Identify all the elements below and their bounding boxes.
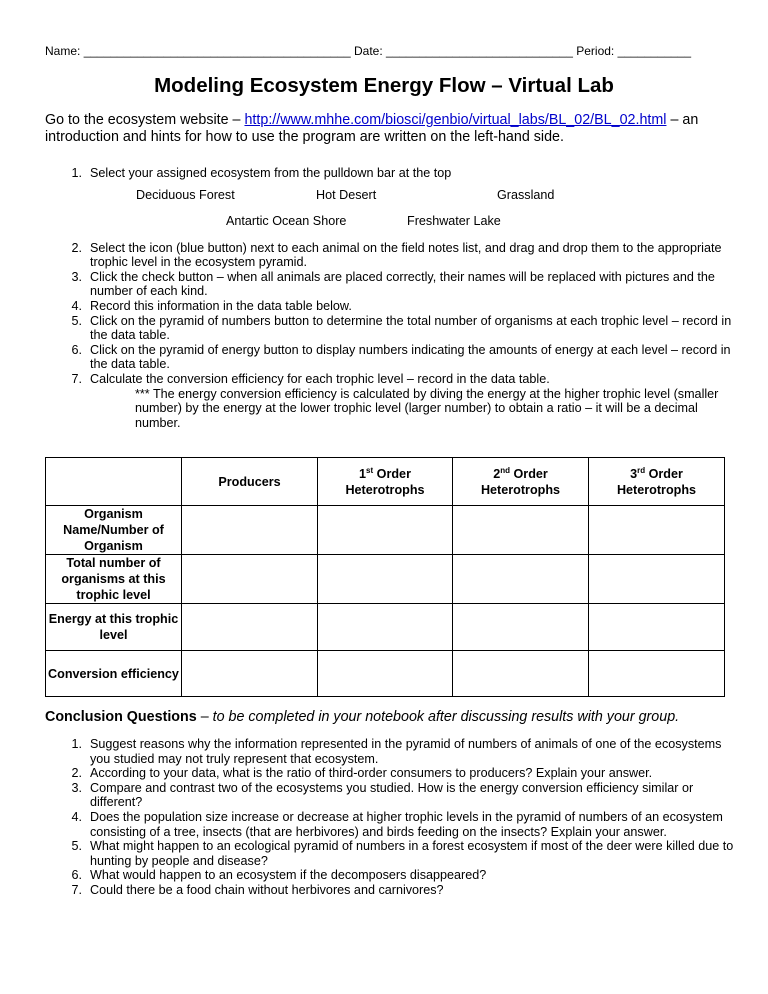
question-number: 5.: [71, 839, 82, 854]
question-text: What might happen to an ecological pyramid of numbers in a forest ecosystem if most of the deer were killed due to hunting by people and disease?: [90, 839, 734, 868]
question-text: According to your data, what is the ratio of third-order consumers to producers? Explain your answer.: [90, 766, 653, 781]
conclusion-title: Conclusion Questions: [45, 709, 197, 725]
table-cell[interactable]: [589, 604, 725, 651]
table-cell[interactable]: [453, 651, 589, 697]
header-first-order: 1st Order Heterotrophs: [318, 458, 453, 506]
step-number: 4.: [71, 298, 82, 313]
step-item: [45, 270, 735, 299]
ecosystem-option: Grassland: [497, 187, 555, 202]
table-cell[interactable]: [453, 555, 589, 604]
step-item: [45, 299, 735, 314]
question-number: 4.: [71, 809, 82, 824]
row-label-organism-name: Organism Name/Number of Organism: [46, 506, 182, 555]
step-text: Calculate the conversion efficiency for each trophic level – record in the data table.: [90, 371, 550, 386]
table-cell[interactable]: [589, 506, 725, 555]
step-text: Click on the pyramid of energy button to display numbers indicating the amounts of energy at each level – record in the data table.: [90, 342, 731, 372]
table-cell[interactable]: [589, 555, 725, 604]
intro-text: Go to the ecosystem website –: [45, 112, 245, 128]
question-text: Does the population size increase or decrease at higher trophic levels in the pyramid of numbers of an ecosystem consisting of a tree, insects (that are herbivores) and birds feeding on the insects? Explain your answer.: [90, 809, 723, 839]
intro-paragraph: [45, 112, 735, 146]
step-text: Select the icon (blue button) next to each animal on the field notes list, and drag and drop them to the appropriate trophic level in the ecosystem pyramid.: [90, 240, 722, 270]
data-table: [45, 457, 725, 697]
conclusion-heading: Conclusion Questions – to be completed in your notebook after discussing results with your group.: [45, 709, 680, 725]
question-number: 3.: [71, 780, 82, 795]
row-label-total-number: Total number of organisms at this trophic level: [46, 555, 182, 604]
question-number: 7.: [71, 882, 82, 897]
conclusion-questions-list: [45, 737, 735, 898]
table-corner-cell: [46, 458, 182, 506]
step-item: [45, 372, 735, 387]
question-text: What would happen to an ecosystem if the decomposers disappeared?: [90, 868, 487, 883]
table-cell[interactable]: [182, 651, 318, 697]
table-cell[interactable]: [589, 651, 725, 697]
period-label: Period:: [576, 44, 615, 58]
question-text: Compare and contrast two of the ecosystems you studied. How is the energy conversion efficiency similar or different?: [90, 780, 694, 810]
question-item: [45, 781, 735, 810]
step-number: 7.: [71, 371, 82, 386]
question-item: [45, 883, 735, 898]
row-label-conversion-efficiency: Conversion efficiency: [46, 651, 182, 697]
step-item: [45, 343, 735, 372]
efficiency-note: *** The energy conversion efficiency is calculated by diving the energy at the higher trophic level (smaller number) by the energy at the lower trophic level (larger number) to obtain a ratio – it will be a decimal number.: [135, 386, 719, 430]
step-number: 3.: [71, 269, 82, 284]
header-third-order: 3rd Order Heterotrophs: [589, 458, 725, 506]
table-cell[interactable]: [182, 506, 318, 555]
question-item: [45, 737, 735, 766]
question-item: [45, 766, 735, 781]
step-item: [45, 166, 735, 181]
table-cell[interactable]: [318, 555, 453, 604]
question-number: 2.: [71, 766, 82, 781]
question-text: Could there be a food chain without herbivores and carnivores?: [90, 882, 444, 897]
name-blank[interactable]: ________________________________________: [83, 44, 351, 58]
date-blank[interactable]: ____________________________: [386, 44, 573, 58]
row-label-energy: Energy at this trophic level: [46, 604, 182, 651]
step-number: 1.: [71, 166, 82, 180]
header-producers: Producers: [182, 458, 318, 506]
step-item: [45, 314, 735, 343]
ecosystem-option: Hot Desert: [316, 187, 377, 202]
step-number: 2.: [71, 240, 82, 255]
header-second-order: 2nd Order Heterotrophs: [453, 458, 589, 506]
header-line: [45, 44, 691, 58]
date-label: Date:: [353, 44, 383, 58]
table-cell[interactable]: [182, 604, 318, 651]
table-cell[interactable]: [453, 506, 589, 555]
intro-text-after: – an introduction and hints for how to use the program are written on the left-hand side.: [45, 112, 699, 145]
question-number: 6.: [71, 868, 82, 883]
table-cell[interactable]: [318, 506, 453, 555]
name-label: Name:: [45, 44, 81, 58]
step-text: Record this information in the data table below.: [90, 298, 352, 313]
question-item: [45, 839, 735, 868]
instructions-list: [45, 166, 735, 430]
table-cell[interactable]: [453, 604, 589, 651]
table-cell[interactable]: [182, 555, 318, 604]
ecosystem-website-link[interactable]: http://www.mhhe.com/biosci/genbio/virtual_labs/BL_02/BL_02.html: [244, 112, 667, 128]
step-text: Click the check button – when all animals are placed correctly, their names will be replaced with pictures and the number of each kind.: [90, 269, 715, 299]
step-text: Click on the pyramid of numbers button to determine the total number of organisms at each trophic level – record in the data table.: [90, 313, 732, 343]
question-number: 1.: [71, 737, 82, 751]
page-title: Modeling Ecosystem Energy Flow – Virtual Lab: [154, 74, 614, 97]
ecosystem-option: Antartic Ocean Shore: [226, 213, 347, 228]
conclusion-subtitle: to be completed in your notebook after discussing results with your group.: [212, 709, 680, 725]
table-cell[interactable]: [318, 651, 453, 697]
step-item: [45, 241, 735, 270]
ecosystem-option: Freshwater Lake: [407, 213, 501, 228]
question-text: Suggest reasons why the information represented in the pyramid of numbers of animals of one of the ecosystems you studied may not truly represent that ecosystem.: [90, 737, 722, 766]
ecosystem-options-row: [45, 207, 735, 233]
step-number: 6.: [71, 342, 82, 357]
question-item: [45, 868, 735, 883]
period-blank[interactable]: ___________: [617, 44, 692, 58]
question-item: [45, 810, 735, 839]
table-cell[interactable]: [318, 604, 453, 651]
step-text: Select your assigned ecosystem from the pulldown bar at the top: [90, 166, 452, 180]
ecosystem-options-row: [45, 181, 735, 207]
step-number: 5.: [71, 313, 82, 328]
ecosystem-option: Deciduous Forest: [136, 187, 235, 202]
